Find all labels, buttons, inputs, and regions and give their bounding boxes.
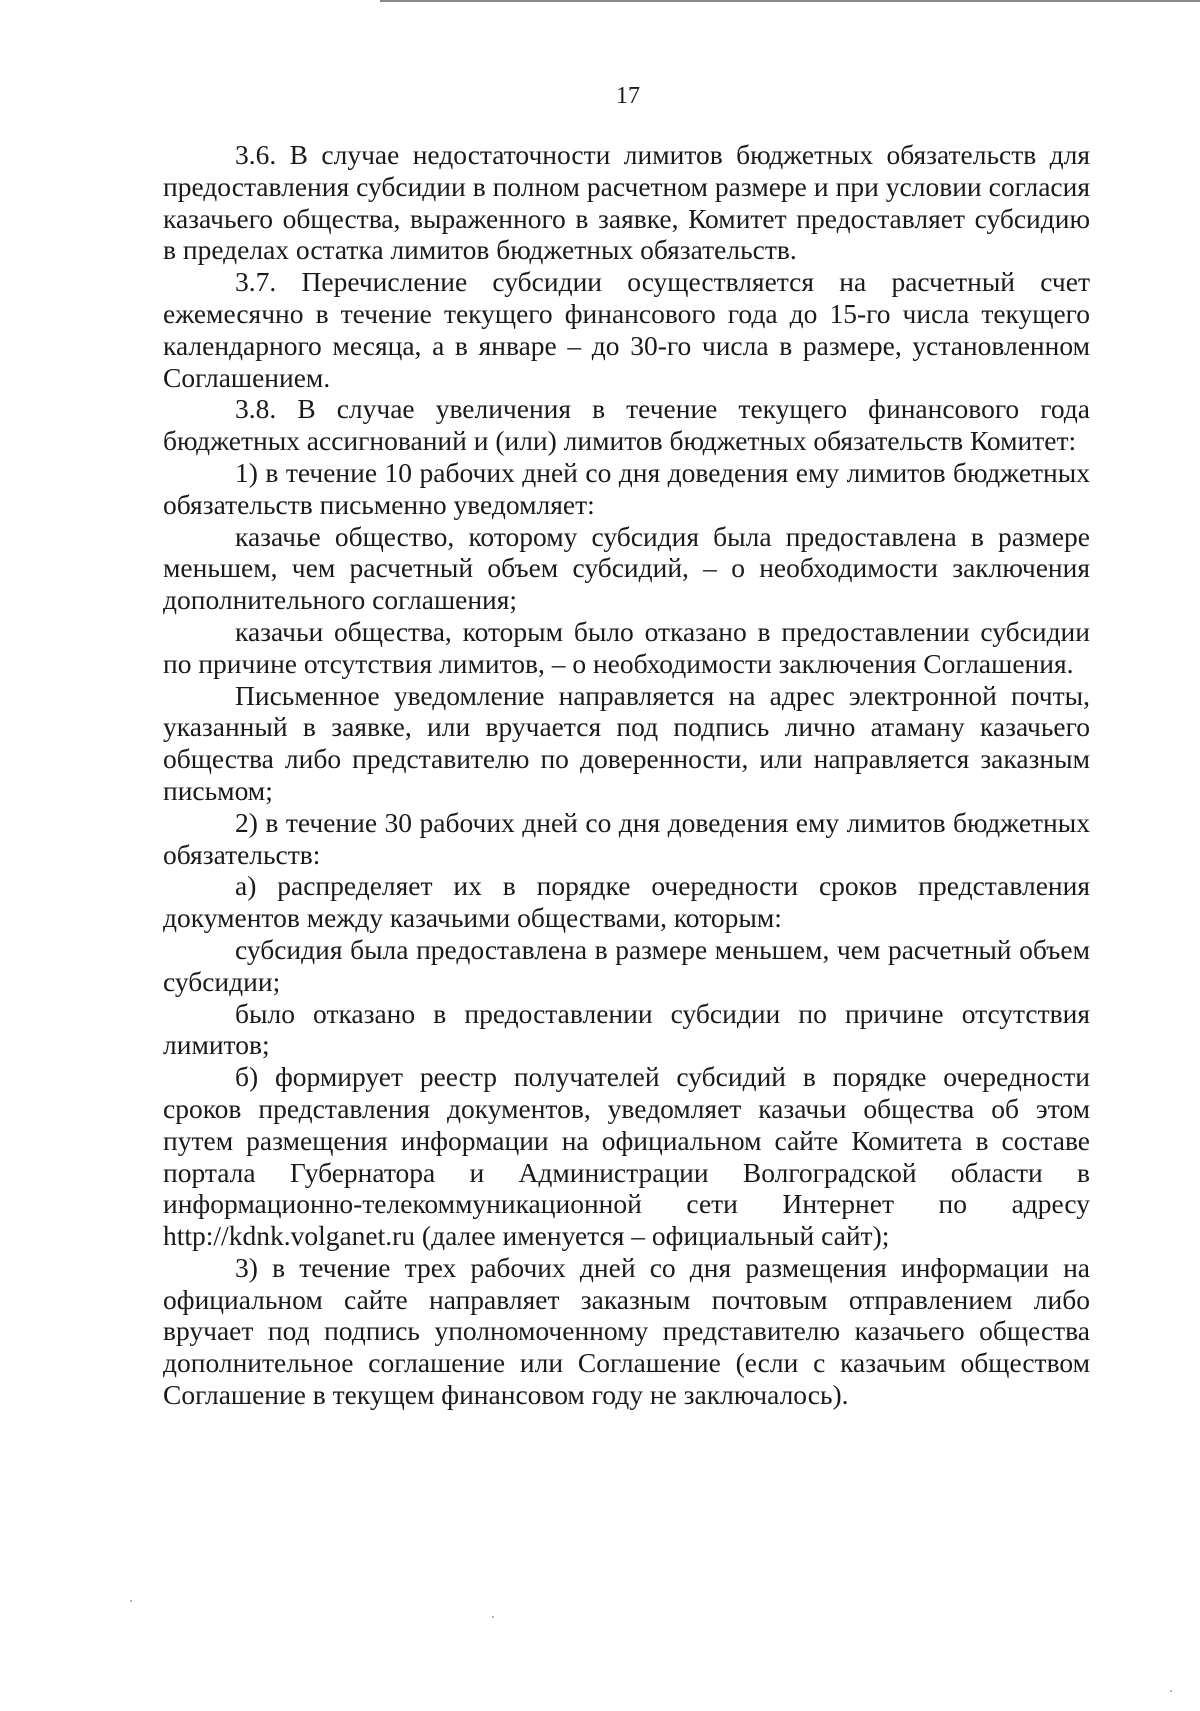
paragraph-item-1-clause-b: казачьи общества, которым было отказано в предоставлении субсидии по причине отсутствия лимитов, – о необходимости заключения Соглашения. [163,615,1090,679]
paragraph-item-2-b: б) формирует реестр получателей субсидий в порядке очередности сроков представления документов, уведомляет казачьи общества об этом путем размещения информации на официальном сайте Комитета в составе портала Губернатора и Администрации Волгоградской области в информационно-телекоммуникационной сети Интернет по адресу http://kdnk.volganet.ru (далее именуется – официальный сайт); [163,1061,1090,1252]
paragraph-item-2: 2) в течение 30 рабочих дней со дня доведения ему лимитов бюджетных обязательств: [163,806,1090,870]
page-number: 17 [616,83,640,109]
paragraph-3-8: 3.8. В случае увеличения в течение текущего финансового года бюджетных ассигнований и (или) лимитов бюджетных обязательств Комитет: [163,393,1090,457]
scan-speck [130,1600,132,1602]
paragraph-3-7: 3.7. Перечисление субсидии осуществляется на расчетный счет ежемесячно в течение текущего финансового года до 15-го числа текущего календарного месяца, а в январе – до 30-го числа в размере, установленном Соглашением. [163,266,1090,393]
paragraph-notification: Письменное уведомление направляется на адрес электронной почты, указанный в заявке, или вручается под подпись лично атаману казачьего общества либо представителю по доверенности, или направляется заказным письмом; [163,679,1090,806]
scan-top-edge-line [380,0,1200,2]
paragraph-item-3: 3) в течение трех рабочих дней со дня размещения информации на официальном сайте направляет заказным почтовым отправлением либо вручает под подпись уполномоченному представителю казачьего общества дополнительное соглашение или Соглашение (если с казачьим обществом Соглашение в текущем финансовом году не заключалось). [163,1251,1090,1411]
paragraph-3-6: 3.6. В случае недостаточности лимитов бюджетных обязательств для предоставления субсидии в полном расчетном размере и при условии согласия казачьего общества, выраженного в заявке, Комитет предоставляет субсидию в пределах остатка лимитов бюджетных обязательств. [163,139,1090,266]
paragraph-item-1: 1) в течение 10 рабочих дней со дня доведения ему лимитов бюджетных обязательств письменно уведомляет: [163,456,1090,520]
scan-speck [492,1616,494,1618]
scan-speck [1170,1690,1172,1692]
paragraph-item-2-a-clause-1: субсидия была предоставлена в размере меньшем, чем расчетный объем субсидии; [163,933,1090,997]
paragraph-item-1-clause-a: казачье общество, которому субсидия была предоставлена в размере меньшем, чем расчетный объем субсидий, – о необходимости заключения дополнительного соглашения; [163,520,1090,616]
paragraph-item-2-a-clause-2: было отказано в предоставлении субсидии по причине отсутствия лимитов; [163,997,1090,1061]
paragraph-item-2-a: а) распределяет их в порядке очередности сроков представления документов между казачьими обществами, которым: [163,870,1090,934]
document-body [163,139,1090,1411]
